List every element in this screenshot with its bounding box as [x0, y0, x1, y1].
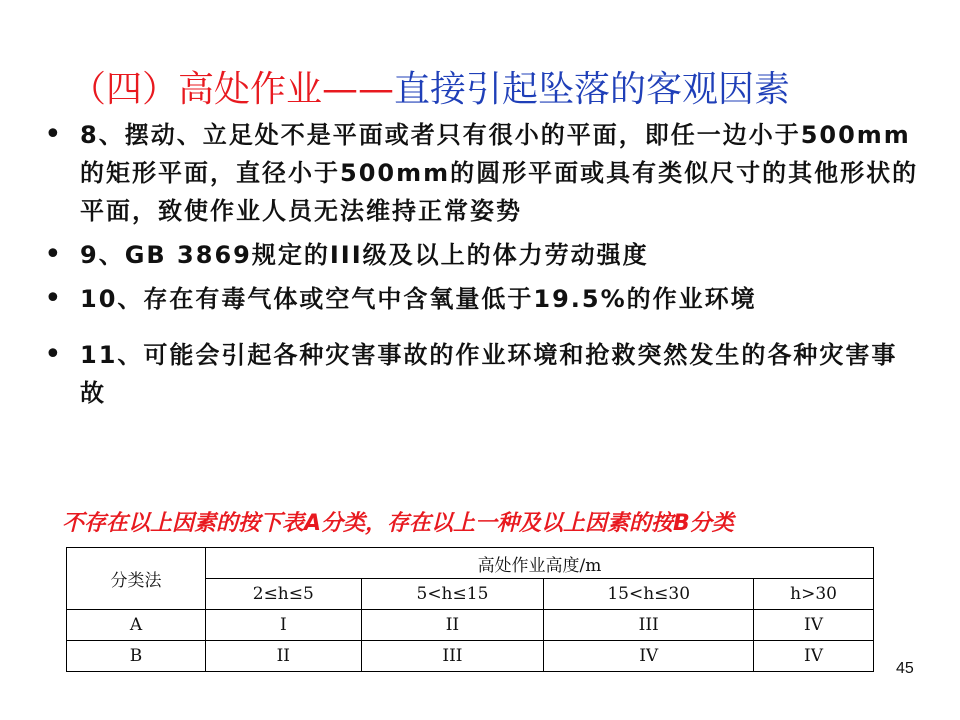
bullet-item-8: • 8、摆动、立足处不是平面或者只有很小的平面，即任一边小于500mm的矩形平面，直径小于500mm的圆形平面或具有类似尺寸的其他形状的平面，致使作业人员无法维持正常姿势 — [40, 116, 920, 230]
row-label: A — [67, 610, 206, 641]
table-cell: IV — [754, 641, 874, 672]
bullet-item-9: • 9、GB 3869规定的III级及以上的体力劳动强度 — [40, 236, 920, 274]
column-header: h>30 — [754, 579, 874, 610]
slide-title — [70, 68, 790, 112]
column-header: 15<h≤30 — [544, 579, 754, 610]
classification-table — [66, 547, 874, 672]
corner-header: 分类法 — [67, 548, 206, 610]
table-row — [67, 641, 874, 672]
bullet-item-11: • 11、可能会引起各种灾害事故的作业环境和抢救突然发生的各种灾害事故 — [40, 336, 920, 412]
classification-note: 不存在以上因素的按下表A分类，存在以上一种及以上因素的按B分类 — [62, 511, 734, 536]
table-cell: III — [361, 641, 544, 672]
table-cell: III — [544, 610, 754, 641]
page-number: 45 — [896, 660, 914, 677]
table-cell: IV — [754, 610, 874, 641]
title-part-red: （四）高处作业—— — [70, 69, 395, 110]
title-part-blue: 直接引起坠落的客观因素 — [394, 69, 791, 110]
table-header-row — [67, 548, 874, 579]
table-row — [67, 610, 874, 641]
table-cell: II — [206, 641, 362, 672]
bullet-list — [40, 116, 920, 412]
table-cell: IV — [544, 641, 754, 672]
height-group-header: 高处作业高度/m — [206, 548, 874, 579]
bullet-item-10: • 10、存在有毒气体或空气中含氧量低于19.5%的作业环境 — [40, 280, 920, 318]
column-header: 2≤h≤5 — [206, 579, 362, 610]
table-cell: I — [206, 610, 362, 641]
table-cell: II — [361, 610, 544, 641]
column-header: 5<h≤15 — [361, 579, 544, 610]
row-label: B — [67, 641, 206, 672]
